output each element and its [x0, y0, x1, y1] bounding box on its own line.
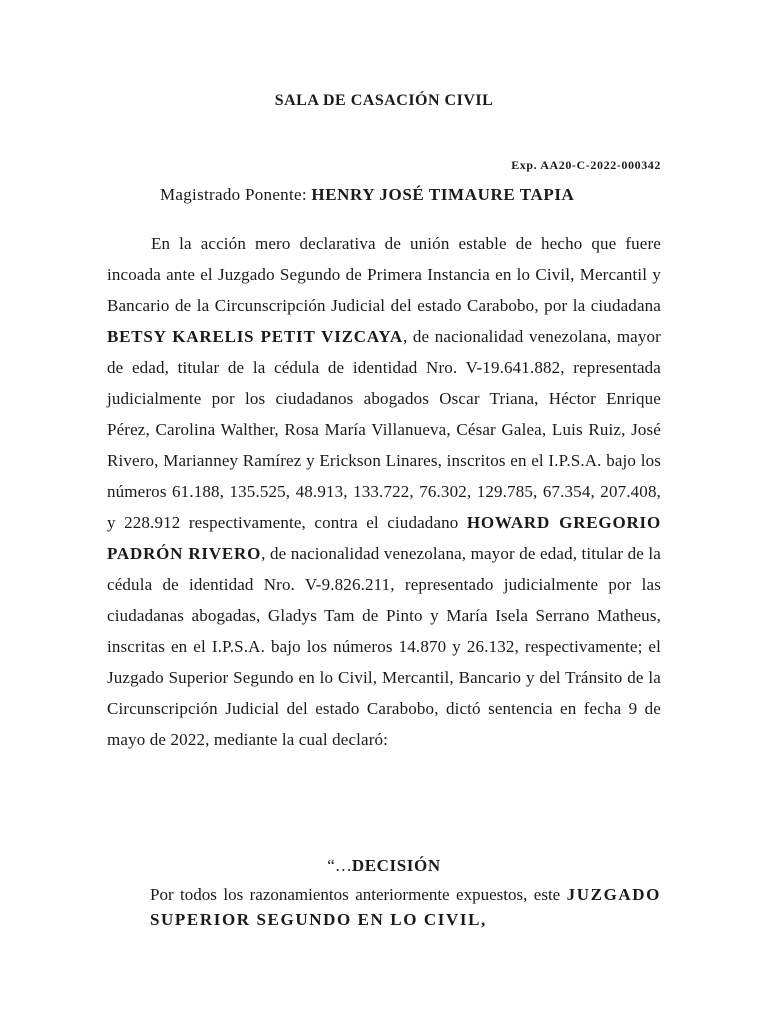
page-title: SALA DE CASACIÓN CIVIL [274, 92, 494, 109]
court-name: JUZGADO SUPERIOR SEGUNDO EN LO CIVIL, [150, 885, 661, 929]
paragraph-part-1: En la acción mero declarativa de unión estable de hecho que fuere incoada ante el Juzgado Segundo de Primera Instancia en lo Civil, Mercantil y Bancario de la Circunscripción Judicial del estado Carabobo, por la ciudadana [107, 234, 661, 315]
decision-quote [150, 882, 661, 932]
decision-title: DECISIÓN [351, 856, 441, 875]
decision-text: Por todos los razonamientos anteriormente expuestos, este [150, 885, 567, 904]
magistrate-name: HENRY JOSÉ TIMAURE TAPIA [311, 185, 575, 204]
paragraph-part-3: , de nacionalidad venezolana, mayor de edad, titular de la cédula de identidad Nro. V-9.826.211, representado judicialmente por las ciudadanas abogadas, Gladys Tam de Pinto y María Isela Serrano Matheus, inscritas en el I.P.S.A. bajo los números 14.870 y 26.132, respectivamente; el Juzgado Superior Segundo en lo Civil, Mercantil, Bancario y del Tránsito de la Circunscripción Judicial del estado Carabobo, dictó sentencia en fecha 9 de mayo de 2022, mediante la cual declaró: [107, 544, 661, 749]
decision-heading [0, 856, 768, 876]
quote-open: “… [327, 856, 352, 875]
case-number: Exp. AA20-C-2022-000342 [511, 158, 661, 172]
magistrate-label: Magistrado Ponente: [160, 185, 312, 204]
defendant-name: HOWARD GREGORIO PADRÓN RIVERO [107, 513, 661, 563]
main-paragraph [107, 228, 661, 755]
paragraph-part-2: , de nacionalidad venezolana, mayor de edad, titular de la cédula de identidad Nro. V-19.641.882, representada judicialmente por los ciudadanos abogados Oscar Triana, Héctor Enrique Pérez, Carolina Walther, Rosa María Villanueva, César Galea, Luis Ruiz, José Rivero, Marianney Ramírez y Erickson Linares, inscritos en el I.P.S.A. bajo los números 61.188, 135.525, 48.913, 133.722, 76.302, 129.785, 67.354, 207.408, y 228.912 respectivamente, contra el ciudadano [107, 327, 661, 532]
plaintiff-name: BETSY KARELIS PETIT VIZCAYA [107, 327, 403, 346]
reporting-magistrate [160, 185, 574, 205]
